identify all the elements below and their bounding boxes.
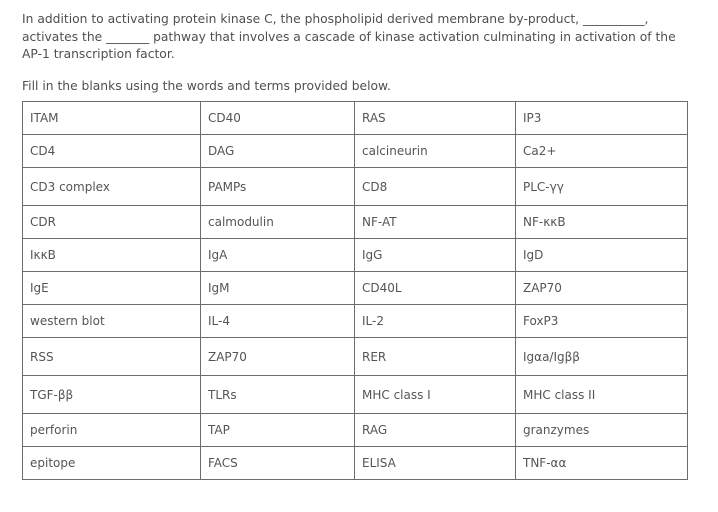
table-row (23, 135, 688, 168)
table-row (23, 102, 688, 135)
table-cell: IgD (516, 239, 688, 272)
table-cell: CD3 complex (23, 168, 201, 206)
table-cell: TGF-ββ (23, 376, 201, 414)
table-cell: ZAP70 (516, 272, 688, 305)
table-cell: PAMPs (201, 168, 355, 206)
table-cell: CD40 (201, 102, 355, 135)
table-cell: IP3 (516, 102, 688, 135)
table-cell: Igαa/Igββ (516, 338, 688, 376)
table-cell: TAP (201, 414, 355, 447)
table-cell: perforin (23, 414, 201, 447)
table-cell: IgG (355, 239, 516, 272)
table-cell: ELISA (355, 447, 516, 480)
table-cell: NF-κκB (516, 206, 688, 239)
instruction-text: Fill in the blanks using the words and terms provided below. (22, 79, 391, 93)
table-cell: MHC class I (355, 376, 516, 414)
table-cell: IgE (23, 272, 201, 305)
table-cell: MHC class II (516, 376, 688, 414)
table-cell: IL-4 (201, 305, 355, 338)
table-cell: CDR (23, 206, 201, 239)
table-cell: PLC-γγ (516, 168, 688, 206)
table-cell: TNF-αα (516, 447, 688, 480)
table-cell: FACS (201, 447, 355, 480)
table-row (23, 239, 688, 272)
table-row (23, 272, 688, 305)
table-cell: CD40L (355, 272, 516, 305)
table-cell: CD4 (23, 135, 201, 168)
question-text: In addition to activating protein kinase C, the phospholipid derived membrane by-product, __________, activates the _______ pathway that involves a cascade of kinase activation culminating in activation of the AP-1 transcription factor. (22, 12, 676, 61)
table-cell: TLRs (201, 376, 355, 414)
table-row (23, 447, 688, 480)
table-row (23, 206, 688, 239)
table-cell: ZAP70 (201, 338, 355, 376)
table-cell: IL-2 (355, 305, 516, 338)
table-row (23, 168, 688, 206)
table-row (23, 414, 688, 447)
table-cell: granzymes (516, 414, 688, 447)
table-cell: DAG (201, 135, 355, 168)
table-cell: IgM (201, 272, 355, 305)
table-cell: RAS (355, 102, 516, 135)
table-cell: RER (355, 338, 516, 376)
table-cell: calmodulin (201, 206, 355, 239)
table-row (23, 338, 688, 376)
table-cell: RAG (355, 414, 516, 447)
table-row (23, 305, 688, 338)
table-cell: NF-AT (355, 206, 516, 239)
table-row (23, 376, 688, 414)
table-cell: ITAM (23, 102, 201, 135)
terms-table (22, 101, 688, 480)
table-cell: western blot (23, 305, 201, 338)
table-cell: RSS (23, 338, 201, 376)
table-cell: IκκB (23, 239, 201, 272)
table-cell: epitope (23, 447, 201, 480)
table-cell: Ca2+ (516, 135, 688, 168)
table-cell: CD8 (355, 168, 516, 206)
table-cell: FoxP3 (516, 305, 688, 338)
table-cell: IgA (201, 239, 355, 272)
table-cell: calcineurin (355, 135, 516, 168)
